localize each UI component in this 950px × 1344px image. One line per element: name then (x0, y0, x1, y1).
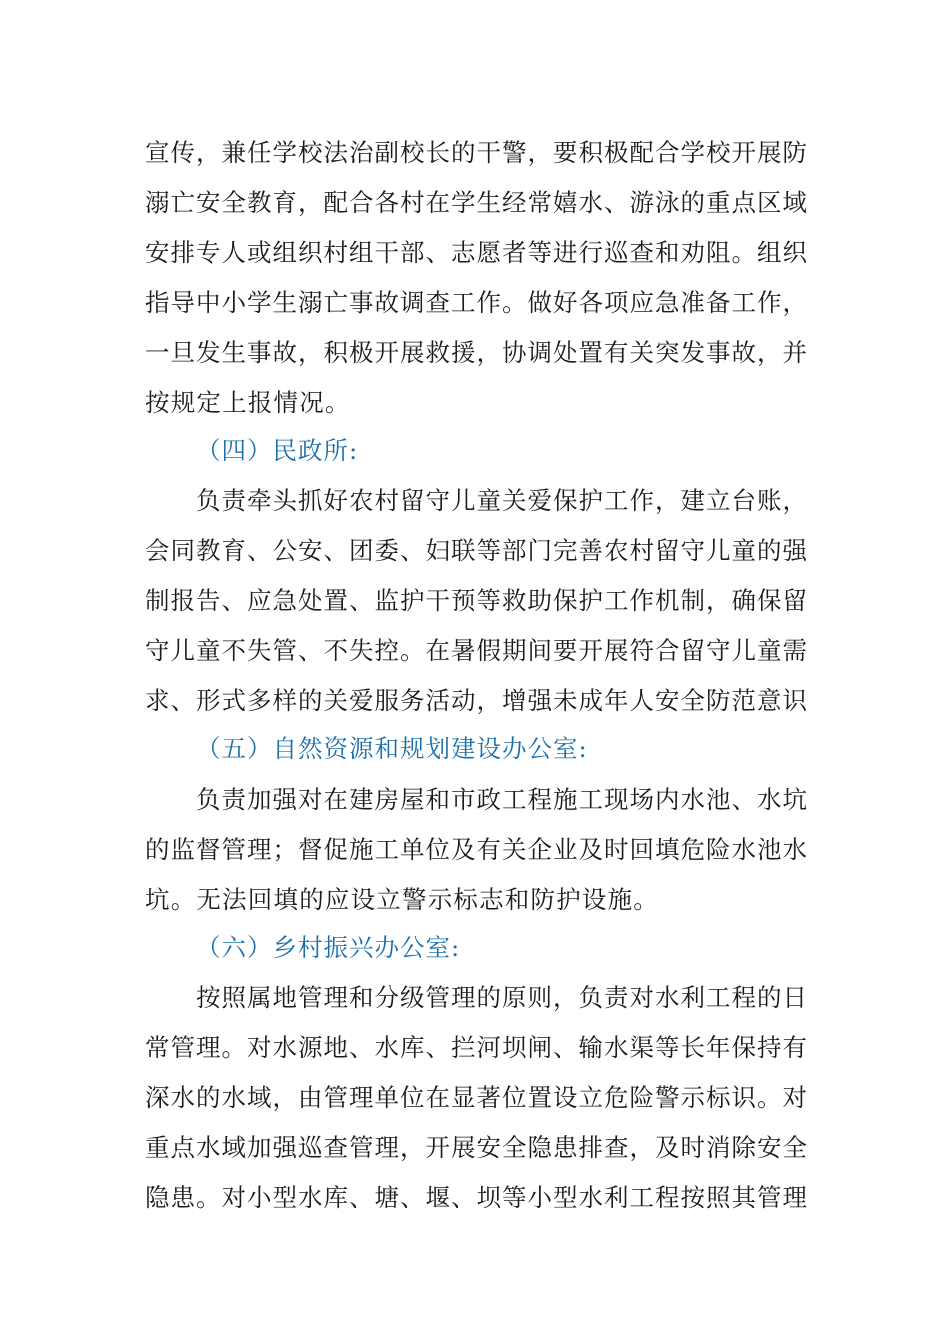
paragraph-line: 溺亡安全教育，配合各村在学生经常嬉水、游泳的重点区域 (145, 188, 807, 217)
paragraph-line: 常管理。对水源地、水库、拦河坝闸、输水渠等长年保持有 (145, 1033, 807, 1062)
paragraph-line: 指导中小学生溺亡事故调查工作。做好各项应急准备工作， (145, 288, 807, 317)
paragraph-line: 安排专人或组织村组干部、志愿者等进行巡查和劝阻。组织 (145, 238, 807, 267)
paragraph-line: 负责牵头抓好农村留守儿童关爱保护工作，建立台账， (196, 486, 807, 515)
paragraph-line: 负责加强对在建房屋和市政工程施工现场内水池、水坑 (196, 785, 807, 814)
section-heading-civil-affairs: （四）民政所: (196, 436, 359, 465)
paragraph-line: 深水的水域，由管理单位在显著位置设立危险警示标识。对 (145, 1083, 807, 1112)
paragraph-line: 制报告、应急处置、监护干预等救助保护工作机制，确保留 (145, 586, 807, 615)
paragraph-line: 按规定上报情况。 (145, 388, 351, 417)
paragraph-line: 守儿童不失管、不失控。在暑假期间要开展符合留守儿童需 (145, 636, 807, 665)
section-heading-rural-revitalization: （六）乡村振兴办公室: (196, 933, 461, 962)
paragraph-line: 重点水域加强巡查管理，开展安全隐患排查，及时消除安全 (145, 1133, 807, 1162)
paragraph-line: 的监督管理；督促施工单位及有关企业及时回填危险水池水 (145, 835, 807, 864)
paragraph-line: 按照属地管理和分级管理的原则，负责对水利工程的日 (196, 983, 807, 1012)
paragraph-line: 宣传，兼任学校法治副校长的干警，要积极配合学校开展防 (145, 138, 807, 167)
paragraph-line: 一旦发生事故，积极开展救援，协调处置有关突发事故，并 (145, 338, 807, 367)
section-heading-natural-resources: （五）自然资源和规划建设办公室: (196, 734, 588, 763)
paragraph-line: 会同教育、公安、团委、妇联等部门完善农村留守儿童的强 (145, 536, 807, 565)
paragraph-line: 隐患。对小型水库、塘、堰、坝等小型水利工程按照其管理 (145, 1183, 807, 1212)
paragraph-line: 坑。无法回填的应设立警示标志和防护设施。 (145, 885, 659, 914)
paragraph-line: 求、形式多样的关爱服务活动，增强未成年人安全防范意识 (145, 686, 807, 715)
